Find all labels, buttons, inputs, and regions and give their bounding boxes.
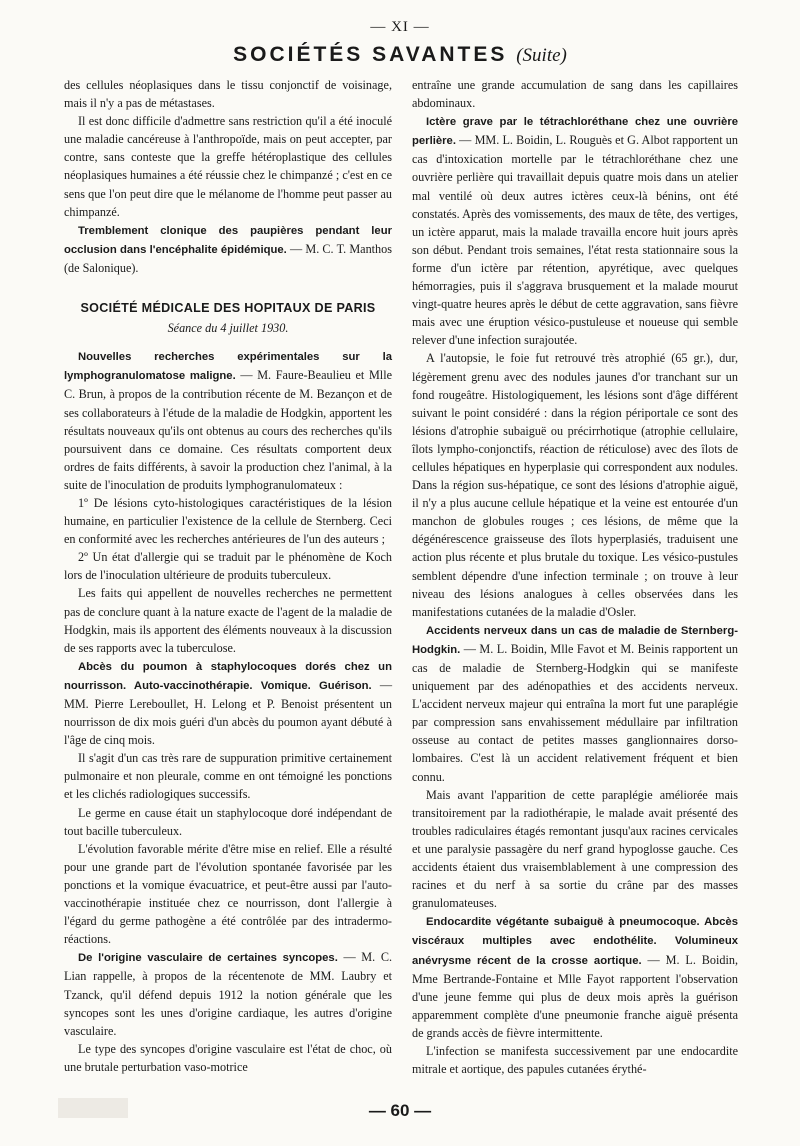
paragraph: 1º De lésions cyto-histologiques caractéristiques de la lésion humaine, en particulier l'existence de la cellule de Sternberg. Ceci en conformité avec les recherches antérieures de l'un des auteurs ;	[64, 495, 392, 547]
article-body: — MM. L. Boidin, L. Rouguès et G. Albot rapportent un cas d'intoxication mortelle par le tétrachloréthane chez une ouvrière perlière qui travaillait depuis quatre mois dans un atelier mal ventilé où deux autres ictères ceux-là bénins, ont été constatés. Après des vomissements, des maux de tête, des vertiges, un ictère apparut, mais la malade travailla encore huit jours après son début. Pendant trois semaines, l'état resta stationnaire sous la forme d'un ictère par rétention, apyrétique, avec quelques hémorragies, puis il s'aggrava brusquement et la malade mourut vingt-quatre heures après le début de cette aggravation, sans fièvre mais avec une éruption vésico-pustuleuse et noueuse qui semble relever d'une infection surajoutée.	[412, 133, 738, 348]
paragraph: Mais avant l'apparition de cette paraplégie améliorée mais transitoirement par la radiothérapie, le malade avait présenté des troubles radiculaires étagés remontant jusqu'aux racines cervicales et une paralysie passagère du nerf grand hypoglosse gauche. Ces accidents étaient dus vraisemblablement à une compression des racines et du nerf à sa sortie du crâne par des masses granulomateuses.	[412, 787, 738, 911]
paragraph: Il est donc difficile d'admettre sans restriction qu'il a été inoculé une maladie cancéreuse à l'anthropoïde, mais on peut accepter, par contre, sans conteste que la greffe hétéroplastique des cellules néoplasiques humaines a été réussie chez le chimpanzé ; c'est en ce sens que l'on peut dire que le mélanome de l'homme peut passer au chimpanzé.	[64, 114, 392, 219]
paragraph: 2º Un état d'allergie qui se traduit par le phénomène de Koch lors de l'inoculation ultérieure de produits tuberculeux.	[64, 550, 392, 583]
article-title: Nouvelles recherches expérimentales sur la lymphogranulomatose maligne.	[64, 351, 392, 383]
paragraph	[412, 112, 738, 349]
page-header	[0, 43, 800, 67]
article-title: Ictère grave par le tétrachloréthane chez une ouvrière perlière.	[412, 116, 738, 148]
paragraph: des cellules néoplasiques dans le tissu conjonctif de voisinage, mais il n'y a pas de métastases.	[64, 78, 392, 111]
paragraph	[64, 221, 392, 277]
paragraph: A l'autopsie, le foie fut retrouvé très atrophié (65 gr.), dur, légèrement grenu avec des nodules jaunes d'or tranchant sur un fond rougeâtre. Histologiquement, les lésions sont d'âge différent suivant le point considéré : dans la région périportale ce sont des lésions d'atrophie subaiguë ou précirrhotique (atrophie cellulaire, îlots lympho-conjonctifs, réaction de réticulose) avec des îlots de cellules hépatiques en hyperplasie qui correspondent aux nodules. Dans la région sus-hépatique, ce sont des lésions d'atrophie aiguë, il n'y a plus aucune cellule hépatique et la veine est entourée d'un manchon de globules rouges ; ces lésions, de même que la dégénérescence graisseuse des îlots hyperplasiés, traduisent une action plus récente et plus brutale du toxique. Les vésico-pustules semblent dépendre d'une infection terminale ; on trouve à leur niveau des lésions analogues à celles observées dans les manifestations cutanées de la maladie d'Osler.	[412, 351, 738, 619]
session-date: Séance du 4 juillet 1930.	[167, 321, 289, 336]
paragraph: Les faits qui appellent de nouvelles recherches ne permettent pas de conclure quant à la nature exacte de l'agent de la maladie de Hodgkin, mais ils apportent des éléments nouveaux à la discussion de ses rapports avec la tuberculose.	[64, 586, 392, 655]
paragraph: Le germe en cause était un staphylocoque doré indépendant de tout bacille tuberculeux.	[64, 805, 392, 838]
paragraph: entraîne une grande accumulation de sang dans les capillaires abdominaux.	[412, 78, 738, 111]
paragraph: L'infection se manifesta successivement par une endocardite mitrale et aortique, des papules cutanées érythé-	[412, 1043, 738, 1077]
article-title: Accidents nerveux dans un cas de maladie de Sternberg-Hodgkin.	[412, 624, 738, 656]
article-body: — M. Faure-Beaulieu et Mlle C. Brun, à propos de la contribution récente de M. Bezançon et de ses collaborateurs à l'étude de la maladie de Hodgkin, apportent les résultats nouveaux qu'ils ont obtenus au cours des recherches qu'ils poursuivent dans ce domaine. Ces résultats comportent deux ordres de faits différents, à savoir la production chez l'animal, à la suite de l'inoculation de produits lymphogranulomateux :	[64, 368, 392, 492]
paragraph	[64, 948, 392, 1039]
section-title: SOCIÉTÉ MÉDICALE DES HOPITAUX DE PARIS	[80, 301, 376, 316]
paragraph	[412, 621, 738, 786]
roman-page-number: — XI —	[370, 19, 430, 35]
right-column	[412, 76, 738, 1078]
article-body: — MM. Pierre Lereboullet, H. Lelong et P. Benoist présentent un nourrisson de dix mois guéri d'un abcès du poumon ayant débuté à l'âge de cinq mois.	[64, 677, 392, 748]
article-title: Tremblement clonique des paupières pendant leur occlusion dans l'encéphalite épidémique.	[64, 224, 392, 256]
header-title: SOCIÉTÉS SAVANTES	[233, 43, 508, 66]
article-title: De l'origine vasculaire de certaines syncopes.	[78, 952, 338, 965]
article-body: — M. L. Boidin, Mme Bertrande-Fontaine et Mlle Fayot rapportent l'observation d'une jeune femme qui plus de deux mois après la guérison apparemment complète d'une pneumonie franche aiguë présenta de grands accès de fièvre intermittente.	[412, 952, 739, 1040]
paragraph	[64, 347, 392, 494]
article-title: Endocardite végétante subaiguë à pneumocoque. Abcès viscéraux multiples avec endothélite. Volumineux anévrysme récent de la crosse aortique.	[412, 916, 738, 967]
article-title: Abcès du poumon à staphylocoques dorés chez un nourrisson. Auto-vaccinothérapie. Vomique. Guérison.	[64, 660, 392, 692]
paragraph	[64, 657, 392, 749]
paragraph: Le type des syncopes d'origine vasculaire est l'état de choc, où une brutale perturbation vaso-motrice	[64, 1041, 392, 1074]
article-body: — M. C. Lian rappelle, à propos de la récentenote de MM. Laubry et Tzanck, qu'il défend depuis 1912 la notion générale que les syncopes sont les unes d'origine cardiaque, les autres d'origine vasculaire.	[64, 950, 392, 1038]
header-suite: (Suite)	[516, 45, 567, 66]
paragraph: L'évolution favorable mérite d'être mise en relief. Elle a résulté pour une grande part de l'évolution spontanée favorisée par les ponctions et la vomique évacuatrice, et peut-être aussi par l'auto-vaccinothérapie instituée chez ce nourrisson, dont l'allergie à l'égard du germe pathogène a été contrôlée par des intradermo-réactions.	[64, 841, 392, 947]
footer-page-number: — 60 —	[368, 1101, 432, 1120]
article-authors: — M. C. T. Manthos (de Salonique).	[64, 241, 392, 275]
article-body: — M. L. Boidin, Mlle Favot et M. Beinis rapportent un cas de maladie de Sternberg-Hodgkin qui se manifeste uniquement par des adénopathies et des accidents nerveux. L'accident nerveux majeur qui entraîna la mort fut une paraplégie par compression sans envahissement médullaire par infiltration osseuse au contact de petites masses ganglionnaires dorso-lombaires. C'est là un accident relativement fréquent et bien connu.	[412, 641, 738, 784]
paragraph: Il s'agit d'un cas très rare de suppuration primitive certainement pulmonaire et non pleurale, comme en ont témoigné les ponctions et les clichés radiologiques successifs.	[64, 751, 392, 802]
paragraph	[412, 912, 738, 1042]
left-column	[64, 76, 392, 1076]
